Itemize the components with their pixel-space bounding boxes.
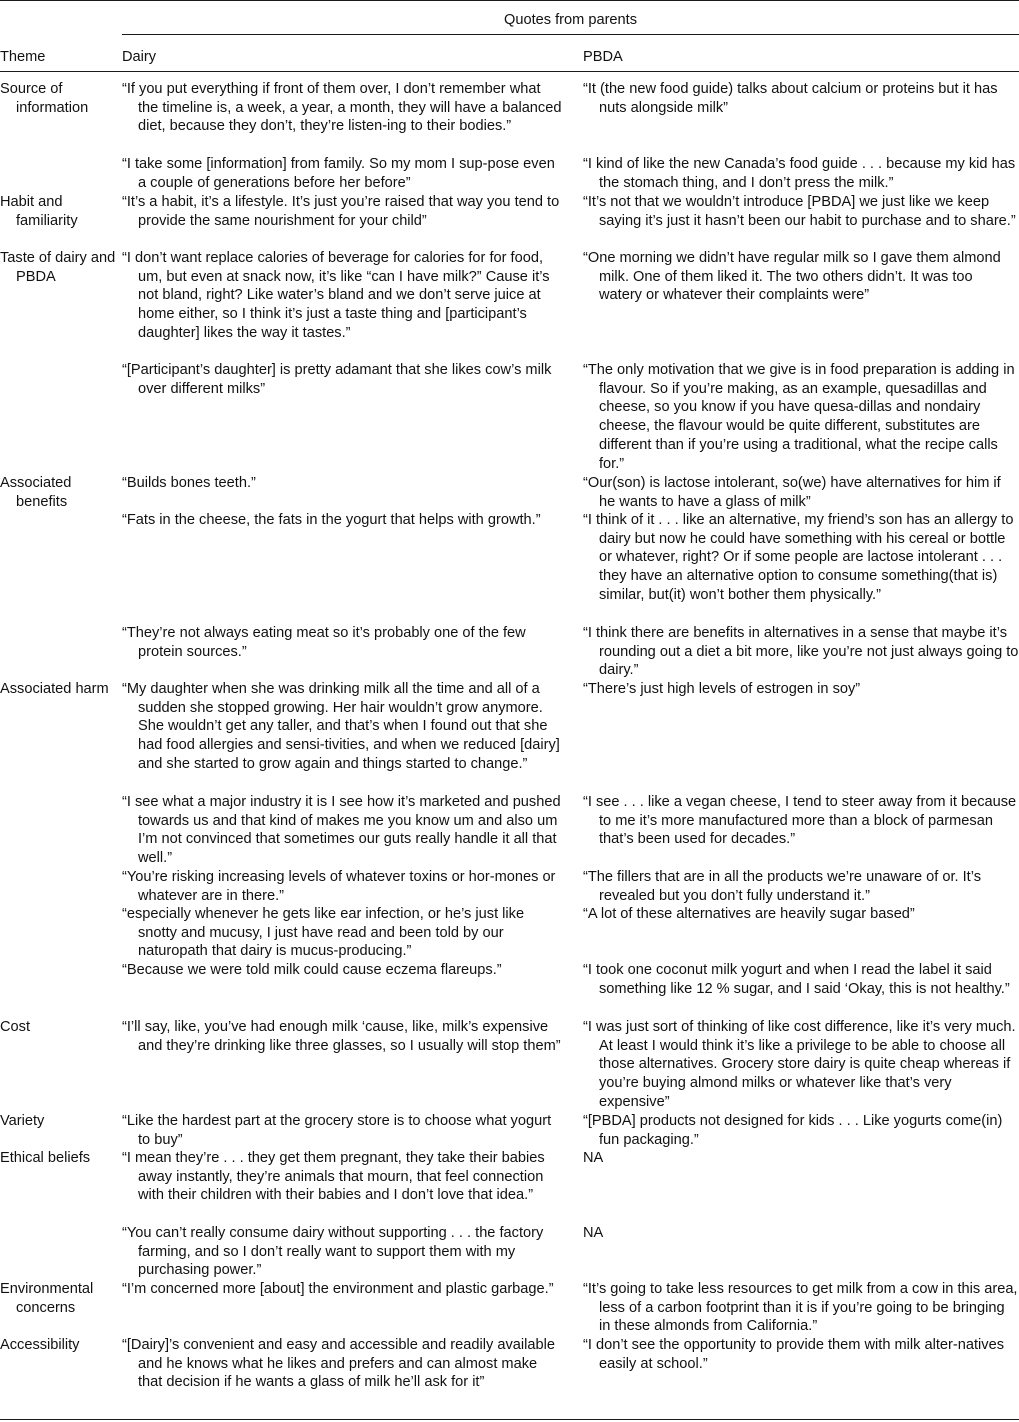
header-rule <box>0 71 1019 72</box>
spanner-rule <box>122 34 1019 35</box>
theme-cell: Accessibility <box>0 1337 80 1353</box>
dairy-quote: “I mean they’re . . . they get them pregnant, they take their babies away instantly, they’re animals that mourn, that feel connection with their children with their babies and I don’t love that idea.” <box>122 1150 545 1204</box>
theme-cell: Environmental concerns <box>0 1281 94 1316</box>
column-header-dairy: Dairy <box>122 49 157 65</box>
dairy-quote: “[Participant’s daughter] is pretty adamant that she likes cow’s milk over different milks” <box>122 362 552 397</box>
dairy-quote: “Builds bones teeth.” <box>122 475 256 491</box>
dairy-quote: “I see what a major industry it is I see how it’s marketed and pushed towards us and that kind of makes me you know um and also um I’m not convinced that sometimes our guts really handle it all that well.” <box>122 794 561 867</box>
pbda-quote: “I was just sort of thinking of like cost difference, like it’s very much. At least I would think it’s like a privilege to be able to choose all those alternatives. Grocery store dairy is quite cheap whereas if you’re buying almond milks or whatever like that’s very expensive” <box>583 1019 1016 1110</box>
dairy-quote: “It’s a habit, it’s a lifestyle. It’s just you’re raised that way you tend to provide the same nourishment for your child” <box>122 194 560 229</box>
theme-cell: Associated harm <box>0 681 109 697</box>
pbda-quote: “I took one coconut milk yogurt and when I read the label it said something like 12 % sugar, and I said ‘Okay, this is not healthy.” <box>583 962 1010 997</box>
dairy-quote: “They’re not always eating meat so it’s probably one of the few protein sources.” <box>122 625 526 660</box>
dairy-quote: “[Dairy]’s convenient and easy and accessible and readily available and he knows what he likes and prefers and can almost make that decision if he wants a glass of milk he’ll ask for it” <box>122 1337 555 1391</box>
dairy-quote: “I’m concerned more [about] the environment and plastic garbage.” <box>122 1281 554 1297</box>
pbda-quote: “I kind of like the new Canada’s food guide . . . because my kid has the stomach thing, and I don’t press the milk.” <box>583 156 1016 191</box>
pbda-quote: “[PBDA] products not designed for kids . . . Like yogurts come(in) fun packaging.” <box>583 1113 1003 1148</box>
dairy-quote: “Fats in the cheese, the fats in the yogurt that helps with growth.” <box>122 512 541 528</box>
dairy-quote: “Like the hardest part at the grocery store is to choose what yogurt to buy” <box>122 1113 552 1148</box>
pbda-quote: “A lot of these alternatives are heavily sugar based” <box>583 906 915 922</box>
theme-cell: Source of information <box>0 81 89 116</box>
dairy-quote: “especially whenever he gets like ear infection, or he’s just like snotty and mucusy, I just have read and been told by our naturopath that dairy is mucus-producing.” <box>122 906 525 960</box>
pbda-quote: “I don’t see the opportunity to provide them with milk alter-natives easily at school.” <box>583 1337 1004 1372</box>
dairy-quote: “Because we were told milk could cause eczema flareups.” <box>122 962 502 978</box>
pbda-quote: “It (the new food guide) talks about calcium or proteins but it has nuts alongside milk” <box>583 81 998 116</box>
pbda-quote: “The only motivation that we give is in food preparation is adding in flavour. So if you’re making, as an example, quesadillas and cheese, so you know if you have quesa-dillas and nondairy cheese, the flavour would be quite different, substitutes are different than if you’re using a traditional, what the recipe calls for.” <box>583 362 1015 472</box>
pbda-quote: “One morning we didn’t have regular milk so I gave them almond milk. One of them liked it. The two others didn’t. It was too watery or whatever their complaints were” <box>583 250 1001 304</box>
theme-cell: Ethical beliefs <box>0 1150 91 1166</box>
dairy-quote: “If you put everything if front of them over, I don’t remember what the timeline is, a week, a year, a month, they will have a balanced diet, because they don’t, they’re listen-ing to their bodies.” <box>122 81 562 135</box>
dairy-quote: “I don’t want replace calories of beverage for calories for for food, um, but even at snack now, it’s like “can I have milk?” Cause it’s not bland, right? Like water’s bland and we don’t serve juice at home either, so I think it’s just a taste thing and [participant’s daughter] likes the way it tastes.” <box>122 250 550 341</box>
pbda-quote: NA <box>583 1150 604 1166</box>
theme-cell: Taste of dairy and PBDA <box>0 250 116 285</box>
theme-cell: Habit and familiarity <box>0 194 78 229</box>
bottom-rule <box>0 1419 1019 1420</box>
pbda-quote: “The fillers that are in all the products we’re unaware of or. It’s revealed but you don’t fully understand it.” <box>583 869 982 904</box>
dairy-quote: “You can’t really consume dairy without supporting . . . the factory farming, and so I don’t really want to support them with my purchasing power.” <box>122 1225 544 1279</box>
pbda-quote: “There’s just high levels of estrogen in soy” <box>583 681 861 697</box>
theme-cell: Variety <box>0 1113 45 1129</box>
theme-cell: Associated benefits <box>0 475 72 510</box>
pbda-quote: NA <box>583 1225 604 1241</box>
pbda-quote: “It’s not that we wouldn’t introduce [PBDA] we just like we keep saying it’s just it hasn’t been our habit to purchase and to share.” <box>583 194 1016 229</box>
pbda-quote: “Our(son) is lactose intolerant, so(we) have alternatives for him if he wants to have a glass of milk” <box>583 475 1001 510</box>
column-header-theme: Theme <box>0 49 46 65</box>
spanner-header: Quotes from parents <box>503 12 638 28</box>
pbda-quote: “It’s going to take less resources to get milk from a cow in this area, less of a carbon footprint than it is if you’re going to be bringing in these almonds from California.” <box>583 1281 1018 1335</box>
dairy-quote: “You’re risking increasing levels of whatever toxins or hor-mones or whatever are in there.” <box>122 869 556 904</box>
dairy-quote: “I take some [information] from family. So my mom I sup-pose even a couple of generations before her before” <box>122 156 555 191</box>
dairy-quote: “My daughter when she was drinking milk all the time and all of a sudden she stopped growing. Her hair wouldn’t grow anymore. She wouldn’t get any taller, and that’s when I found out that she had food allergies and sensi-tivities, and when we reduced [dairy] and she started to grow again and things started to change.” <box>122 681 560 772</box>
dairy-quote: “I’ll say, like, you’ve had enough milk ‘cause, like, milk’s expensive and they’re drinking like three glasses, so I usually will stop them” <box>122 1019 561 1054</box>
top-rule <box>0 0 1019 1</box>
theme-cell: Cost <box>0 1019 31 1035</box>
pbda-quote: “I think of it . . . like an alternative, my friend’s son has an allergy to dairy but now he could have something with his cereal or bottle or whatever, right? Or if some people are lactose intolerant . . . they have an alternative option to consume something(that is) similar, but(it) won’t bother them physically.” <box>583 512 1014 603</box>
pbda-quote: “I see . . . like a vegan cheese, I tend to steer away from it because to me it’s more manufactured more than a block of parmesan that’s been used for decades.” <box>583 794 1017 848</box>
pbda-quote: “I think there are benefits in alternatives in a sense that maybe it’s rounding out a diet a bit more, like you’re not just always going to dairy.” <box>583 625 1019 679</box>
column-header-pbda: PBDA <box>583 49 623 65</box>
